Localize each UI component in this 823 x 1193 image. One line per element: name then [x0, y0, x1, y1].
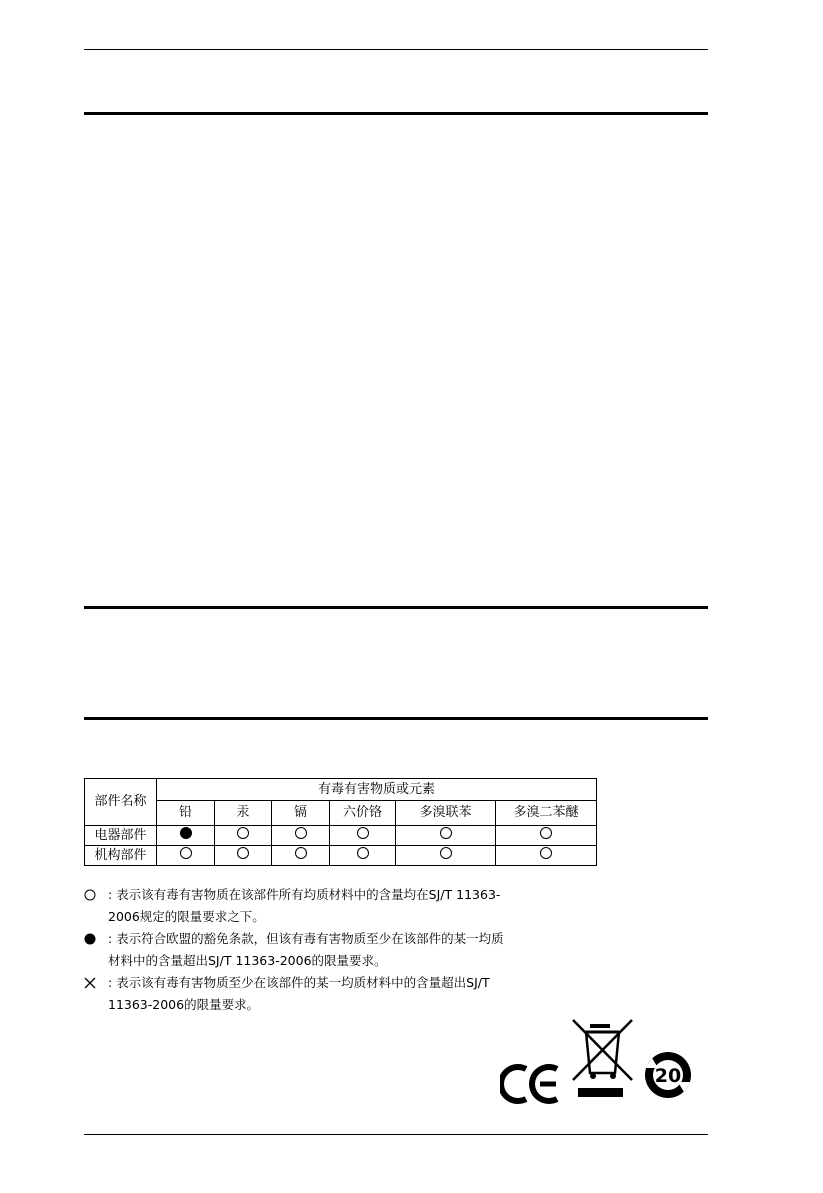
mark-cell	[396, 826, 496, 846]
open-circle-icon	[179, 846, 193, 865]
certification-logos	[500, 1018, 700, 1108]
note-text: : 表示该有毒有害物质在该部件所有均质材料中的含量均在SJ/T 11363-2006规定的限量要求之下。	[108, 887, 501, 924]
open-circle-icon	[236, 826, 250, 845]
mark-cell	[330, 846, 396, 866]
substance-cadmium: 镉	[272, 801, 330, 826]
mark-cell	[215, 826, 272, 846]
weee-bin-icon	[573, 1020, 632, 1097]
open-circle-icon	[539, 826, 553, 845]
mark-cell	[496, 846, 597, 866]
substance-mercury: 汞	[215, 801, 272, 826]
mark-cell	[330, 826, 396, 846]
epup-20-icon	[645, 1052, 691, 1098]
cross-icon	[84, 972, 108, 1016]
substance-pbde: 多溴二苯醚	[496, 801, 597, 826]
section-rule-3	[84, 717, 708, 720]
table-row	[85, 826, 597, 846]
mark-cell	[272, 826, 330, 846]
substance-hexavalent-chromium: 六价铬	[330, 801, 396, 826]
row-part-label: 机构部件	[85, 846, 157, 866]
filled-circle-icon	[179, 826, 193, 845]
open-circle-icon	[439, 846, 453, 865]
open-circle-icon	[439, 826, 453, 845]
note-text: : 表示该有毒有害物质至少在该部件的某一均质材料中的含量超出SJ/T 11363-2006的限量要求。	[108, 975, 490, 1012]
hazardous-substance-table	[84, 778, 597, 866]
section-rule-2	[84, 606, 708, 609]
note-open-circle	[84, 884, 514, 928]
substances-header: 有毒有害物质或元素	[157, 779, 597, 801]
mark-cell	[272, 846, 330, 866]
mark-cell	[215, 846, 272, 866]
row-part-label: 电器部件	[85, 826, 157, 846]
mark-cell	[157, 826, 215, 846]
open-circle-icon	[539, 846, 553, 865]
ce-mark-icon	[501, 1067, 557, 1101]
note-cross	[84, 972, 514, 1016]
open-circle-icon	[294, 826, 308, 845]
open-circle-icon	[236, 846, 250, 865]
substance-lead: 铅	[157, 801, 215, 826]
note-filled-circle	[84, 928, 514, 972]
section-rule-1	[84, 112, 708, 115]
top-rule	[84, 49, 708, 50]
mark-cell	[396, 846, 496, 866]
open-circle-icon	[84, 884, 108, 928]
part-name-header: 部件名称	[85, 779, 157, 826]
legend-notes	[84, 884, 514, 1016]
open-circle-icon	[294, 846, 308, 865]
open-circle-icon	[356, 846, 370, 865]
substance-pbb: 多溴联苯	[396, 801, 496, 826]
mark-cell	[496, 826, 597, 846]
filled-circle-icon	[84, 928, 108, 972]
note-text: : 表示符合欧盟的豁免条款，但该有毒有害物质至少在该部件的某一均质材料中的含量超出SJ/T 11363-2006的限量要求。	[108, 931, 504, 968]
epup-number: 20	[654, 1065, 682, 1087]
mark-cell	[157, 846, 215, 866]
table-row	[85, 846, 597, 866]
bottom-rule	[84, 1134, 708, 1135]
open-circle-icon	[356, 826, 370, 845]
